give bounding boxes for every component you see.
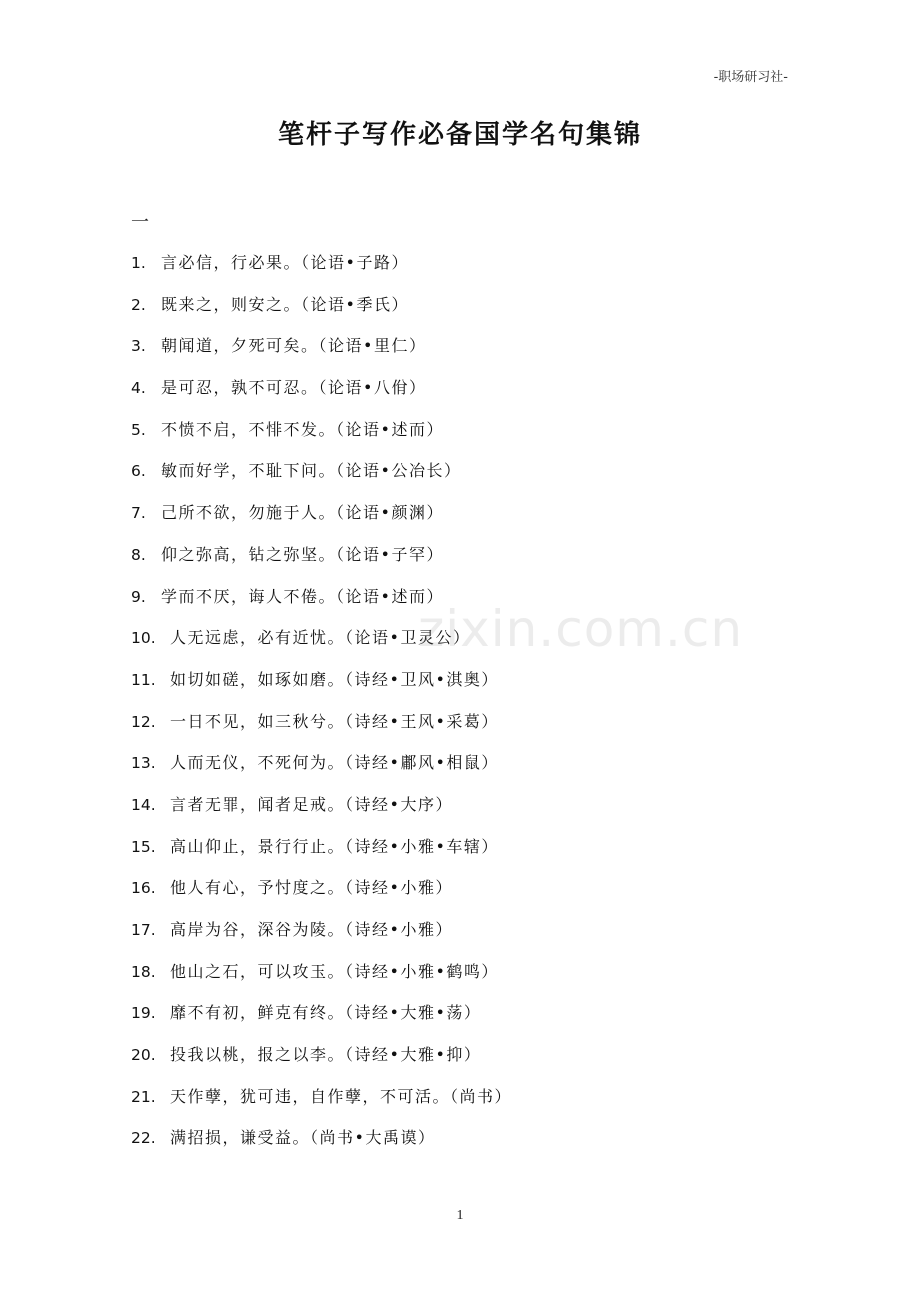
quote-number: 4. (131, 379, 146, 398)
quote-text: 朝闻道，夕死可矣。（论语•里仁） (161, 336, 427, 356)
quote-text: 言者无罪，闻者足戒。（诗经•大序） (170, 794, 453, 814)
quote-item (131, 875, 512, 917)
quote-item (131, 1000, 512, 1042)
quote-item (131, 375, 512, 417)
quote-item (131, 834, 512, 876)
quote-list (131, 250, 512, 1167)
quote-number: 13. (131, 754, 156, 773)
quote-item (131, 959, 512, 1001)
quote-number: 8. (131, 545, 146, 564)
quote-item (131, 584, 512, 626)
quote-item (131, 458, 512, 500)
quote-number: 10. (131, 629, 156, 648)
quote-number: 18. (131, 962, 156, 981)
quote-item (131, 333, 512, 375)
page-number: 1 (456, 1208, 464, 1223)
quote-item (131, 417, 512, 459)
quote-number: 9. (131, 587, 146, 606)
quote-text: 满招损，谦受益。（尚书•大禹谟） (170, 1128, 436, 1148)
quote-number: 6. (131, 462, 146, 481)
quote-number: 1. (131, 254, 146, 272)
quote-item (131, 1084, 512, 1126)
quote-item (131, 542, 512, 584)
quote-text: 言必信，行必果。（论语•子路） (161, 253, 409, 272)
quote-item (131, 292, 512, 334)
quote-item (131, 667, 512, 709)
quote-number: 22. (131, 1129, 156, 1148)
quote-number: 14. (131, 795, 156, 814)
quote-item (131, 792, 512, 834)
quote-text: 人而无仪，不死何为。（诗经•鄘风•相鼠） (170, 753, 499, 773)
quote-number: 16. (131, 879, 156, 898)
quote-text: 靡不有初，鲜克有终。（诗经•大雅•荡） (170, 1003, 482, 1023)
quote-number: 15. (131, 837, 156, 856)
quote-number: 12. (131, 712, 156, 731)
quote-text: 一日不见，如三秋兮。（诗经•王风•采葛） (170, 711, 499, 731)
quote-item (131, 1125, 512, 1167)
quote-text: 既来之，则安之。（论语•季氏） (161, 294, 409, 314)
quote-item (131, 500, 512, 542)
quote-text: 己所不欲，勿施于人。（论语•颜渊） (161, 503, 444, 523)
quote-text: 如切如磋，如琢如磨。（诗经•卫风•淇奥） (170, 669, 499, 689)
quote-number: 2. (131, 295, 146, 314)
watermark: zixin.com.cn (418, 600, 744, 658)
quote-item (131, 917, 512, 959)
quote-number: 21. (131, 1087, 156, 1106)
quote-text: 天作孽，犹可违，自作孽，不可活。（尚书） (170, 1086, 513, 1106)
quote-text: 敏而好学，不耻下问。（论语•公冶长） (161, 461, 462, 481)
quote-text: 人无远虑，必有近忧。（论语•卫灵公） (170, 628, 471, 648)
quote-number: 17. (131, 921, 156, 939)
quote-item (131, 750, 512, 792)
header-tag: -职场研习社- (713, 70, 788, 85)
quote-text: 学而不厌，诲人不倦。（论语•述而） (161, 586, 444, 606)
quote-item (131, 1042, 512, 1084)
quote-number: 7. (131, 504, 146, 523)
quote-number: 19. (131, 1004, 156, 1023)
quote-number: 11. (131, 670, 156, 689)
quote-item (131, 250, 512, 292)
quote-text: 他人有心，予忖度之。（诗经•小雅） (170, 878, 453, 898)
section-heading: 一 (131, 212, 149, 233)
quote-text: 他山之石，可以攻玉。（诗经•小雅•鹤鸣） (170, 961, 499, 981)
quote-number: 3. (131, 337, 146, 356)
quote-text: 是可忍，孰不可忍。（论语•八佾） (161, 378, 427, 398)
quote-text: 投我以桃，报之以李。（诗经•大雅•抑） (170, 1045, 482, 1065)
quote-text: 高山仰止，景行行止。（诗经•小雅•车辖） (170, 836, 499, 856)
quote-item (131, 625, 512, 667)
quote-number: 5. (131, 420, 146, 439)
quote-item (131, 709, 512, 751)
quote-text: 仰之弥高，钻之弥坚。（论语•子罕） (161, 544, 444, 564)
document-title: 笔杆子写作必备国学名句集锦 (277, 120, 642, 150)
quote-text: 高岸为谷，深谷为陵。（诗经•小雅） (170, 920, 453, 939)
quote-text: 不愤不启，不悱不发。（论语•述而） (161, 419, 444, 439)
quote-number: 20. (131, 1046, 156, 1065)
